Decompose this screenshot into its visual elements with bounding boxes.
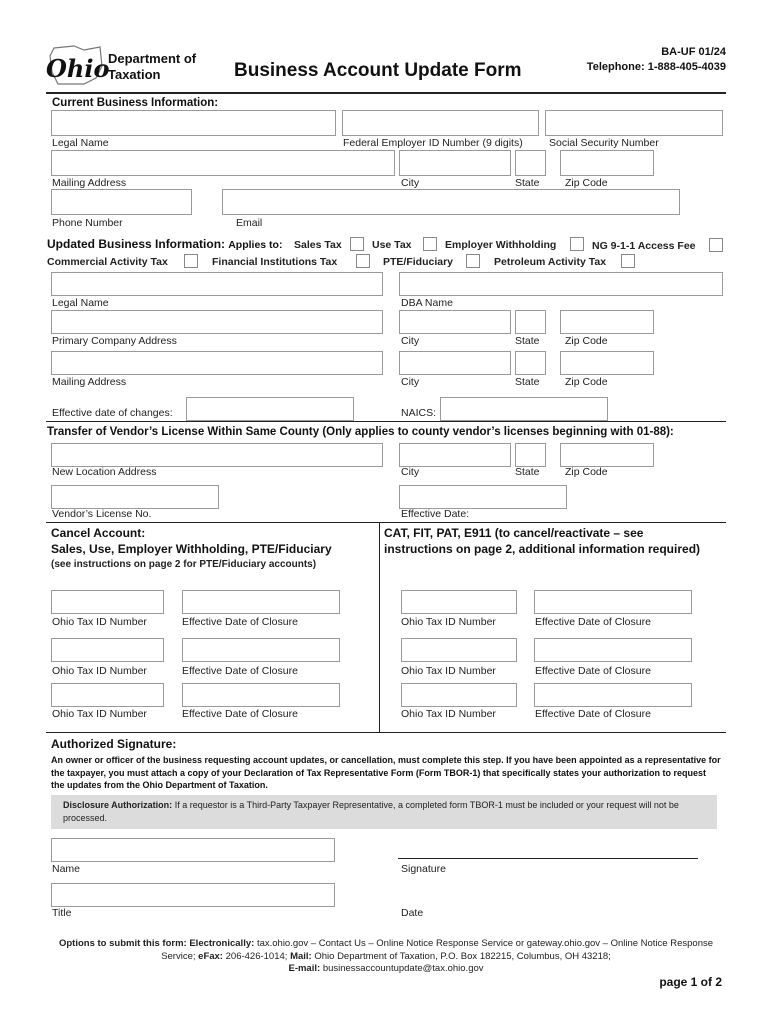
- electronically-text: tax.ohio.gov – Contact Us – Online Notice Response Service or gateway.ohio.gov – Online Notice Response Service;: [161, 938, 714, 962]
- current-legal-name-field[interactable]: [51, 110, 336, 136]
- cancel-divider: [46, 522, 726, 523]
- efax-label: eFax:: [198, 950, 223, 962]
- updated-dba-label: DBA Name: [401, 297, 453, 309]
- cancel-closure-date-field-2[interactable]: [182, 638, 340, 662]
- transfer-zip-label: Zip Code: [565, 466, 608, 478]
- current-zip-label: Zip Code: [565, 177, 608, 189]
- primary-city-label: City: [401, 335, 420, 347]
- updated-mailing-city-field[interactable]: [399, 351, 511, 375]
- cancel-tax-id-field-2[interactable]: [51, 638, 164, 662]
- signer-title-field[interactable]: [51, 883, 335, 907]
- use-tax-checkbox[interactable]: [423, 237, 437, 251]
- primary-state-label: State: [515, 335, 540, 347]
- department-name-line1: Department of: [108, 51, 197, 66]
- current-state-field[interactable]: [515, 150, 546, 176]
- email-text: businessaccountupdate@tax.ohio.gov: [322, 963, 484, 974]
- cancel-right-heading2: instructions on page 2, additional information required): [384, 542, 701, 556]
- current-zip-field[interactable]: [560, 150, 654, 176]
- pte-label: PTE/Fiduciary: [383, 256, 454, 268]
- updated-legal-name-field[interactable]: [51, 272, 383, 296]
- disclosure-label: Disclosure Authorization:: [63, 800, 173, 810]
- primary-address-label: Primary Company Address: [52, 335, 177, 347]
- sales-tax-label: Sales Tax: [294, 239, 342, 251]
- signer-name-label: Name: [52, 863, 81, 875]
- header-divider: [46, 92, 726, 94]
- cancel-left-heading1: Cancel Account:: [51, 526, 146, 540]
- current-phone-field[interactable]: [51, 189, 192, 215]
- primary-zip-label: Zip Code: [565, 335, 608, 347]
- cat-tax-id-field-1[interactable]: [401, 590, 517, 614]
- electronically-label: Electronically:: [189, 938, 255, 949]
- cat-closure-date-label-2: Effective Date of Closure: [535, 665, 651, 677]
- pat-label: Petroleum Activity Tax: [494, 256, 607, 268]
- transfer-effective-date-field[interactable]: [399, 485, 567, 509]
- email-label: E-mail:: [288, 963, 321, 974]
- ng911-label: NG 9-1-1 Access Fee: [592, 240, 696, 252]
- cat-closure-date-label-1: Effective Date of Closure: [535, 616, 651, 628]
- primary-state-field[interactable]: [515, 310, 546, 334]
- disclosure-box: [51, 795, 717, 829]
- cat-tax-id-label-1: Ohio Tax ID Number: [401, 616, 496, 628]
- fit-label: Financial Institutions Tax: [212, 256, 338, 268]
- ohio-logo: [44, 44, 110, 86]
- cat-closure-date-field-1[interactable]: [534, 590, 692, 614]
- transfer-divider: [46, 421, 726, 422]
- cancel-tax-id-field-3[interactable]: [51, 683, 164, 707]
- current-ssn-field[interactable]: [545, 110, 723, 136]
- cancel-left-heading2: Sales, Use, Employer Withholding, PTE/Fiduciary: [51, 542, 332, 556]
- transfer-effective-date-label: Effective Date:: [401, 508, 470, 520]
- cancel-tax-id-field-1[interactable]: [51, 590, 164, 614]
- department-name-line2: Taxation: [108, 67, 161, 82]
- new-location-address-label: New Location Address: [52, 466, 157, 478]
- cancel-closure-date-label-3: Effective Date of Closure: [182, 708, 298, 720]
- cancel-closure-date-label-2: Effective Date of Closure: [182, 665, 298, 677]
- fit-checkbox[interactable]: [356, 254, 370, 268]
- employer-withholding-label: Employer Withholding: [445, 239, 557, 251]
- cancel-tax-id-label-1: Ohio Tax ID Number: [52, 616, 147, 628]
- current-fein-label: Federal Employer ID Number (9 digits): [343, 137, 523, 149]
- current-city-label: City: [401, 177, 420, 189]
- logo-wordmark: Ohio: [46, 54, 110, 83]
- cat-checkbox[interactable]: [184, 254, 198, 268]
- authorized-signature-heading: Authorized Signature:: [51, 737, 177, 751]
- sales-tax-checkbox[interactable]: [350, 237, 364, 251]
- signature-paragraph: An owner or officer of the business requesting account updates, or cancellation, must complete this step. If you have been appointed as a representative for the taxpayer, you must attach a copy of your Declaration of Tax Representative Form (Form TBOR-1) that specifically states your authorization to request the updates from the Ohio Department of Taxation.: [51, 755, 721, 790]
- signer-name-field[interactable]: [51, 838, 335, 862]
- pte-checkbox[interactable]: [466, 254, 480, 268]
- transfer-city-label: City: [401, 466, 420, 478]
- form-id: BA-UF 01/24: [661, 46, 726, 58]
- transfer-state-field[interactable]: [515, 443, 546, 467]
- vendor-license-label: Vendor’s License No.: [52, 508, 152, 520]
- applies-to-label: Applies to:: [228, 239, 283, 251]
- disclosure-text: If a requestor is a Third-Party Taxpayer Representative, a completed form TBOR-1 must be included or your request will not be processed.: [63, 800, 679, 823]
- cat-label: Commercial Activity Tax: [47, 256, 168, 268]
- cancel-right-heading1: CAT, FIT, PAT, E911 (to cancel/reactivate – see: [384, 526, 644, 540]
- updated-info-heading: [47, 237, 282, 251]
- cancel-tax-id-label-2: Ohio Tax ID Number: [52, 665, 147, 677]
- updated-mailing-city-label: City: [401, 376, 420, 388]
- page-number: page 1 of 2: [659, 975, 722, 989]
- current-mailing-address-label: Mailing Address: [52, 177, 127, 189]
- cancel-closure-date-field-3[interactable]: [182, 683, 340, 707]
- efax-text: 206-426-1014;: [225, 950, 288, 962]
- use-tax-label: Use Tax: [372, 239, 412, 251]
- mail-text: Ohio Department of Taxation, P.O. Box 182215, Columbus, OH 43218;: [314, 950, 611, 962]
- cancel-closure-date-field-1[interactable]: [182, 590, 340, 614]
- pat-checkbox[interactable]: [621, 254, 635, 268]
- updated-mailing-address-label: Mailing Address: [52, 376, 127, 388]
- primary-address-field[interactable]: [51, 310, 383, 334]
- effective-date-changes-label: Effective date of changes:: [52, 407, 173, 419]
- current-info-heading: Current Business Information:: [52, 97, 219, 109]
- current-fein-field[interactable]: [342, 110, 539, 136]
- primary-zip-field[interactable]: [560, 310, 654, 334]
- current-legal-name-label: Legal Name: [52, 137, 109, 149]
- current-phone-label: Phone Number: [52, 217, 123, 229]
- transfer-state-label: State: [515, 466, 540, 478]
- cancel-tax-id-label-3: Ohio Tax ID Number: [52, 708, 147, 720]
- options-label: Options to submit this form:: [58, 938, 187, 949]
- cat-tax-id-label-2: Ohio Tax ID Number: [401, 665, 496, 677]
- signature-line[interactable]: [398, 858, 698, 859]
- signature-label: Signature: [401, 863, 446, 875]
- mail-label: Mail:: [290, 950, 312, 962]
- employer-withholding-checkbox[interactable]: [570, 237, 584, 251]
- cat-tax-id-label-3: Ohio Tax ID Number: [401, 708, 496, 720]
- ng911-checkbox[interactable]: [709, 238, 723, 252]
- cancel-left-note: (see instructions on page 2 for PTE/Fiduciary accounts): [51, 559, 317, 570]
- updated-mailing-state-field[interactable]: [515, 351, 546, 375]
- cat-closure-date-field-2[interactable]: [534, 638, 692, 662]
- updated-mailing-state-label: State: [515, 376, 540, 388]
- current-mailing-address-field[interactable]: [51, 150, 395, 176]
- new-location-address-field[interactable]: [51, 443, 383, 467]
- updated-legal-name-label: Legal Name: [52, 297, 109, 309]
- primary-city-field[interactable]: [399, 310, 511, 334]
- current-city-field[interactable]: [399, 150, 511, 176]
- cat-tax-id-field-3[interactable]: [401, 683, 517, 707]
- cancel-column-divider: [379, 522, 380, 732]
- current-ssn-label: Social Security Number: [549, 137, 659, 149]
- transfer-zip-field[interactable]: [560, 443, 654, 467]
- updated-mailing-zip-label: Zip Code: [565, 376, 608, 388]
- transfer-heading: Transfer of Vendor’s License Within Same County (Only applies to county vendor’s licenses beginning with 01-88):: [47, 426, 674, 438]
- signer-title-label: Title: [52, 907, 72, 919]
- cat-tax-id-field-2[interactable]: [401, 638, 517, 662]
- updated-mailing-address-field[interactable]: [51, 351, 383, 375]
- naics-field[interactable]: [440, 397, 608, 421]
- cat-closure-date-field-3[interactable]: [534, 683, 692, 707]
- vendor-license-field[interactable]: [51, 485, 219, 509]
- signature-date-label: Date: [401, 907, 424, 919]
- cancel-closure-date-label-1: Effective Date of Closure: [182, 616, 298, 628]
- effective-date-changes-field[interactable]: [186, 397, 354, 421]
- updated-dba-field[interactable]: [399, 272, 723, 296]
- transfer-city-field[interactable]: [399, 443, 511, 467]
- current-email-field[interactable]: [222, 189, 680, 215]
- updated-heading-text: Updated Business Information:: [47, 237, 226, 251]
- current-state-label: State: [515, 177, 540, 189]
- current-email-label: Email: [236, 217, 263, 229]
- form-title: Business Account Update Form: [234, 60, 522, 81]
- telephone: Telephone: 1-888-405-4039: [586, 61, 726, 73]
- naics-label: NAICS:: [401, 407, 437, 419]
- updated-mailing-zip-field[interactable]: [560, 351, 654, 375]
- cat-closure-date-label-3: Effective Date of Closure: [535, 708, 651, 720]
- submission-options: [56, 938, 716, 976]
- signature-divider: [46, 732, 726, 733]
